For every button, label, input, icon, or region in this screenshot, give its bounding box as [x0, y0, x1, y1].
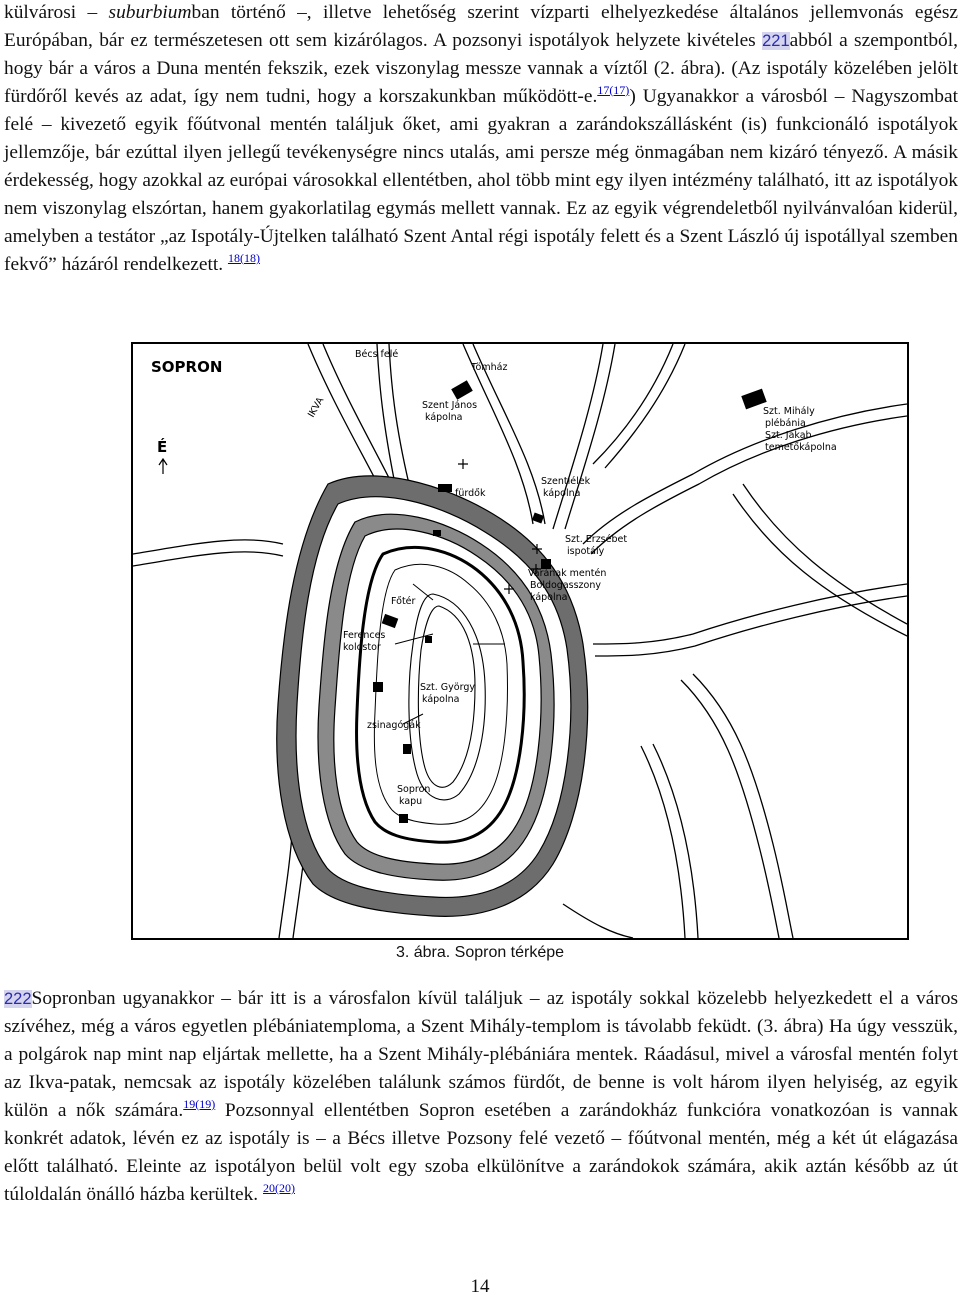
page-marker-link[interactable]: 222: [4, 990, 32, 1008]
map-label: Sopron: [397, 784, 431, 795]
italic-term: suburbium: [108, 2, 192, 23]
map-label: Szent János: [422, 400, 478, 411]
map-label: plébánia: [765, 418, 806, 429]
map-label: IKVA: [306, 395, 327, 420]
page-number: 14: [470, 1276, 490, 1297]
paragraph-text: ) Ugyanakkor a városból – Nagyszombat felé – kivezető egyik főútvonal mentén találjuk őket, ami gyakran a zarándokszállásként (is) funkcionáló ispotályok jellemzője, bár ezúttal ilyen jellegű tevékenységre nincs utalás, ami persze még önmagában nem kizáró tényező. A másik érdekesség, hogy azokkal az európai városokkal ellentétben, ahol több mint egy ilyen intézmény található, itt az ispotályok nem viszonylag elszórtan, hanem gyakorlatilag egymás mellett vannak. Ez az egyik végrendeletből nyilvánvalóan kiderül, amelyben a testátor „az Ispotály-Újtelken található Szent Antal régi ispotály felett és a Szent László új ispotállyal szemben fekvő” házáról rendelkezett.: [4, 86, 958, 275]
map-label: Szt. Erzsébet: [565, 534, 628, 545]
map-label: zsinagógák: [367, 720, 421, 731]
map-label: Szt. György: [420, 682, 475, 693]
map-label: kápolna: [425, 412, 463, 423]
map-label: Bécs felé: [355, 349, 399, 360]
map-label: Főtér: [391, 596, 416, 607]
footnote-link[interactable]: 18(18): [227, 251, 260, 265]
north-marker-label: É: [157, 438, 168, 456]
footnote-link[interactable]: 19(19): [183, 1097, 216, 1111]
footnote-link[interactable]: 20(20): [263, 1181, 295, 1195]
paragraph-text: abból a szempontból, hogy bár a város a Duna mentén fekszik, ezek viszonylag messze vannak a víztől (2. ábra). (Az ispotály közelében jelölt fürdőről kevés az adat, így nem tudni, hogy a korszakunkban működött-e.: [4, 30, 958, 107]
map-label: ispotály: [567, 546, 605, 557]
paragraph-text: Sopronban ugyanakkor – bár itt is a városfalon kívül találjuk – az ispotály sokkal közelebb helyezkedett el a város szívéhez, még a város egyetlen plébániatemploma, a Szent Mihály-templom is távolabb feküdt. (3. ábra) Ha úgy vesszük, a polgárok nap mint nap eljártak mellette, ha a Szent Mihály-plébániára mentek. Ráadásul, mivel a városfal mentén folyt az Ikva-patak, nemcsak az ispotály közelében találunk számos fürdőt, de benne is volt három ilyen helyiség, az egyik külön a nők számára.: [4, 988, 958, 1121]
sopron-map-figure: [131, 342, 909, 940]
paragraph-text: ban történő –, illetve lehetőség szerint vízparti elhelyezkedése általános jellemvonás egész Európában, bár ez természetesen ott sem kizárólagos. A pozsonyi ispotályok helyzete kivételes: [4, 2, 958, 51]
map-label: kapu: [399, 796, 423, 807]
map-label: Szt. Jakab: [765, 430, 812, 441]
map-title: SOPRON: [151, 358, 223, 376]
paragraph-text: Pozsonnyal ellentétben Sopron esetében a zarándokház funkcióra vonatkozóan is vannak konkrét adatok, lévén ez az ispotály is – a Bécs illetve Pozsony felé vezető – főútvonal mentén, még a két út elágazása előtt található. Eleinte az ispotályon belül volt egy szoba elkülönítve a zarándokok számára, akik aztán később az út túloldalán önálló házba kerültek.: [4, 1100, 959, 1205]
map-label: kápolna: [422, 694, 460, 705]
map-label: kolostor: [343, 642, 381, 653]
map-label: Ferences: [343, 630, 386, 641]
north-arrow-icon: [159, 459, 167, 474]
map-label: Várának mentén: [528, 568, 607, 579]
page-marker-link[interactable]: 221: [762, 32, 790, 50]
figure-caption: 3. ábra. Sopron térképe: [395, 944, 565, 961]
body-paragraph-2: [4, 985, 958, 1209]
map-label: Szt. Mihály: [763, 406, 815, 417]
paragraph-text: külvárosi –: [4, 2, 109, 23]
body-paragraph-1: [4, 0, 958, 279]
map-label: kápolna: [530, 592, 568, 603]
map-label: temetőkápolna: [765, 442, 837, 453]
map-label: Szentlélek: [541, 476, 591, 487]
footnote-link[interactable]: 17(17): [597, 83, 630, 97]
map-drawing: [133, 344, 907, 938]
map-label: kápolna: [543, 488, 581, 499]
map-label: Boldogasszony: [530, 580, 602, 591]
map-label: fürdők: [455, 488, 486, 499]
map-label: Tömház: [471, 362, 508, 373]
